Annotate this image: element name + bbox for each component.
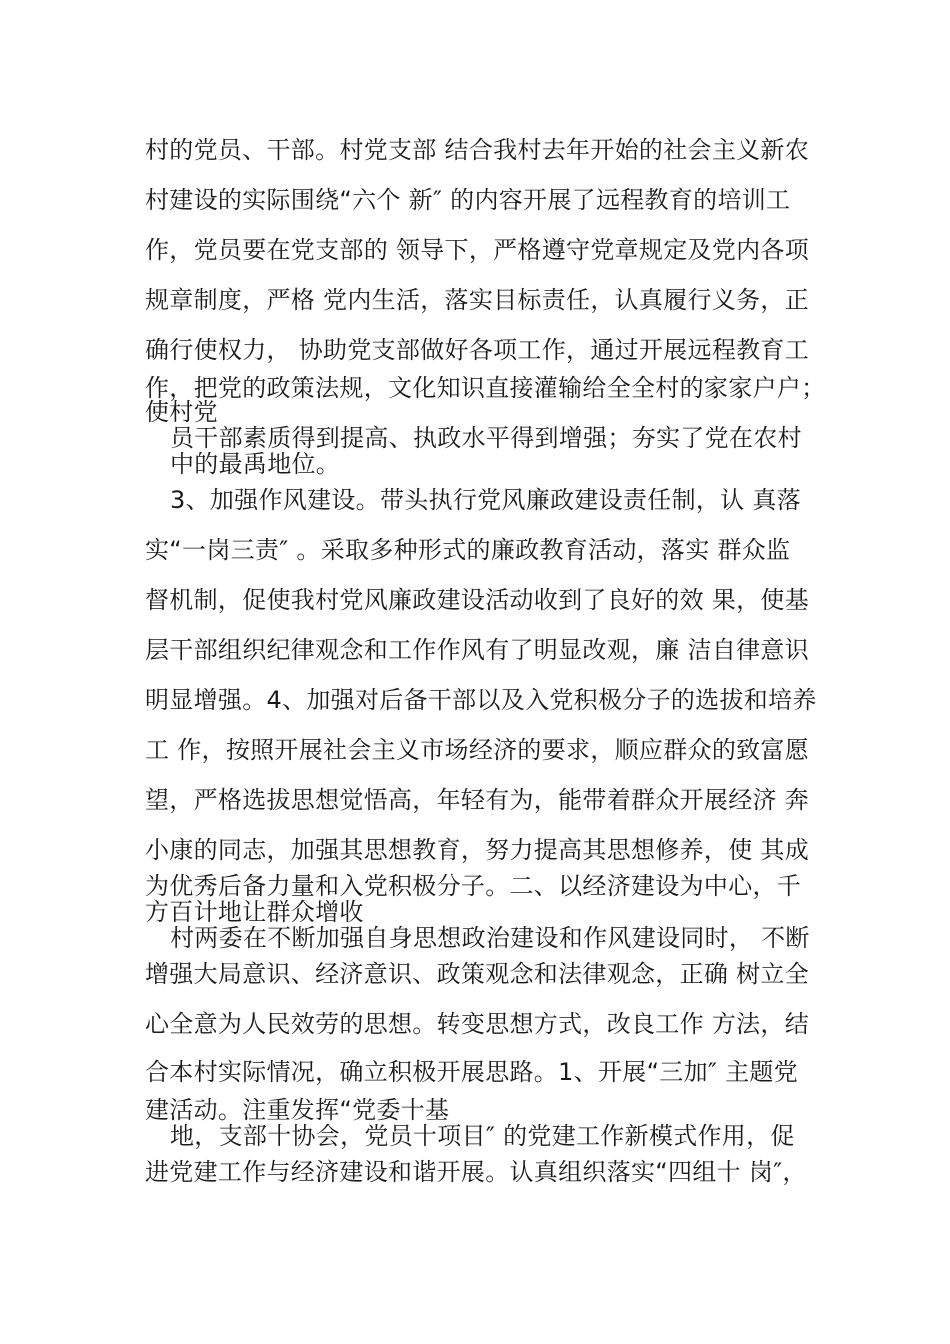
text-line: 建活动。注重发挥“党委十基 — [145, 1096, 450, 1124]
text-line: 确行使权力， 协助党支部做好各项工作，通过开展远程教育工 — [145, 336, 810, 364]
text-line: 规章制度，严格 党内生活，落实目标责任，认真履行义务，正 — [145, 286, 810, 314]
text-line: 工 作，按照开展社会主义市场经济的要求，顺应群众的致富愿 — [145, 736, 810, 764]
text-line: 作，党员要在党支部的 领导下，严格遵守党章规定及党内各项 — [145, 236, 810, 264]
text-line: 中的最禹地位。 — [170, 450, 341, 478]
text-line: 层干部组织纪律观念和工作作风有了明显改观，廉 洁自律意识 — [145, 636, 810, 664]
text-line: 员干部素质得到提高、执政水平得到增强；夯实了党在农村 — [170, 424, 802, 452]
text-line: 3、加强作风建设。带头执行党风廉政建设责任制，认 真落 — [170, 486, 801, 514]
text-line: 小康的同志，加强其思想教育，努力提高其思想修养，使 其成 — [145, 836, 810, 864]
text-line: 进党建工作与经济建设和谐开展。认真组织落实“四组十 岗″， — [145, 1158, 807, 1186]
text-line: 增强大局意识、经济意识、政策观念和法律观念，正确 树立全 — [145, 960, 810, 988]
text-line: 方百计地让群众增收 — [145, 898, 364, 926]
text-line: 使村党 — [145, 398, 218, 426]
text-line: 心全意为人民效劳的思想。转变思想方式，改良工作 方法，结 — [145, 1010, 810, 1038]
text-line: 合本村实际情况，确立积极开展思路。1、开展“三加″ 主题党 — [145, 1058, 798, 1086]
text-line: 明显增强。4、加强对后备干部以及入党积极分子的选拔和培养 — [145, 686, 817, 714]
text-line: 村建设的实际围绕“六个 新″ 的内容开展了远程教育的培训工 — [145, 186, 791, 214]
text-line: 望，严格选拔思想觉悟高，年轻有为，能带着群众开展经济 奔 — [145, 786, 810, 814]
text-line: 村两委在不断加强自身思想政治建设和作风建设同时， 不断 — [170, 924, 810, 952]
text-line: 督机制，促使我村党风廉政建设活动收到了良好的效 果，使基 — [145, 586, 810, 614]
text-line: 地，支部十协会，党员十项目″ 的党建工作新模式作用，促 — [170, 1122, 795, 1150]
text-line: 为优秀后备力量和入党积极分子。二、以经济建设为中心，千 — [145, 872, 802, 900]
text-line: 村的党员、干部。村党支部 结合我村去年开始的社会主义新农 — [145, 136, 810, 164]
text-line: 实“一岗三责″ 。采取多种形式的廉政教育活动，落实 群众监 — [145, 536, 791, 564]
text-line: 作，把党的政策法规，文化知识直接灌输给全全村的家家户户； — [145, 374, 826, 402]
